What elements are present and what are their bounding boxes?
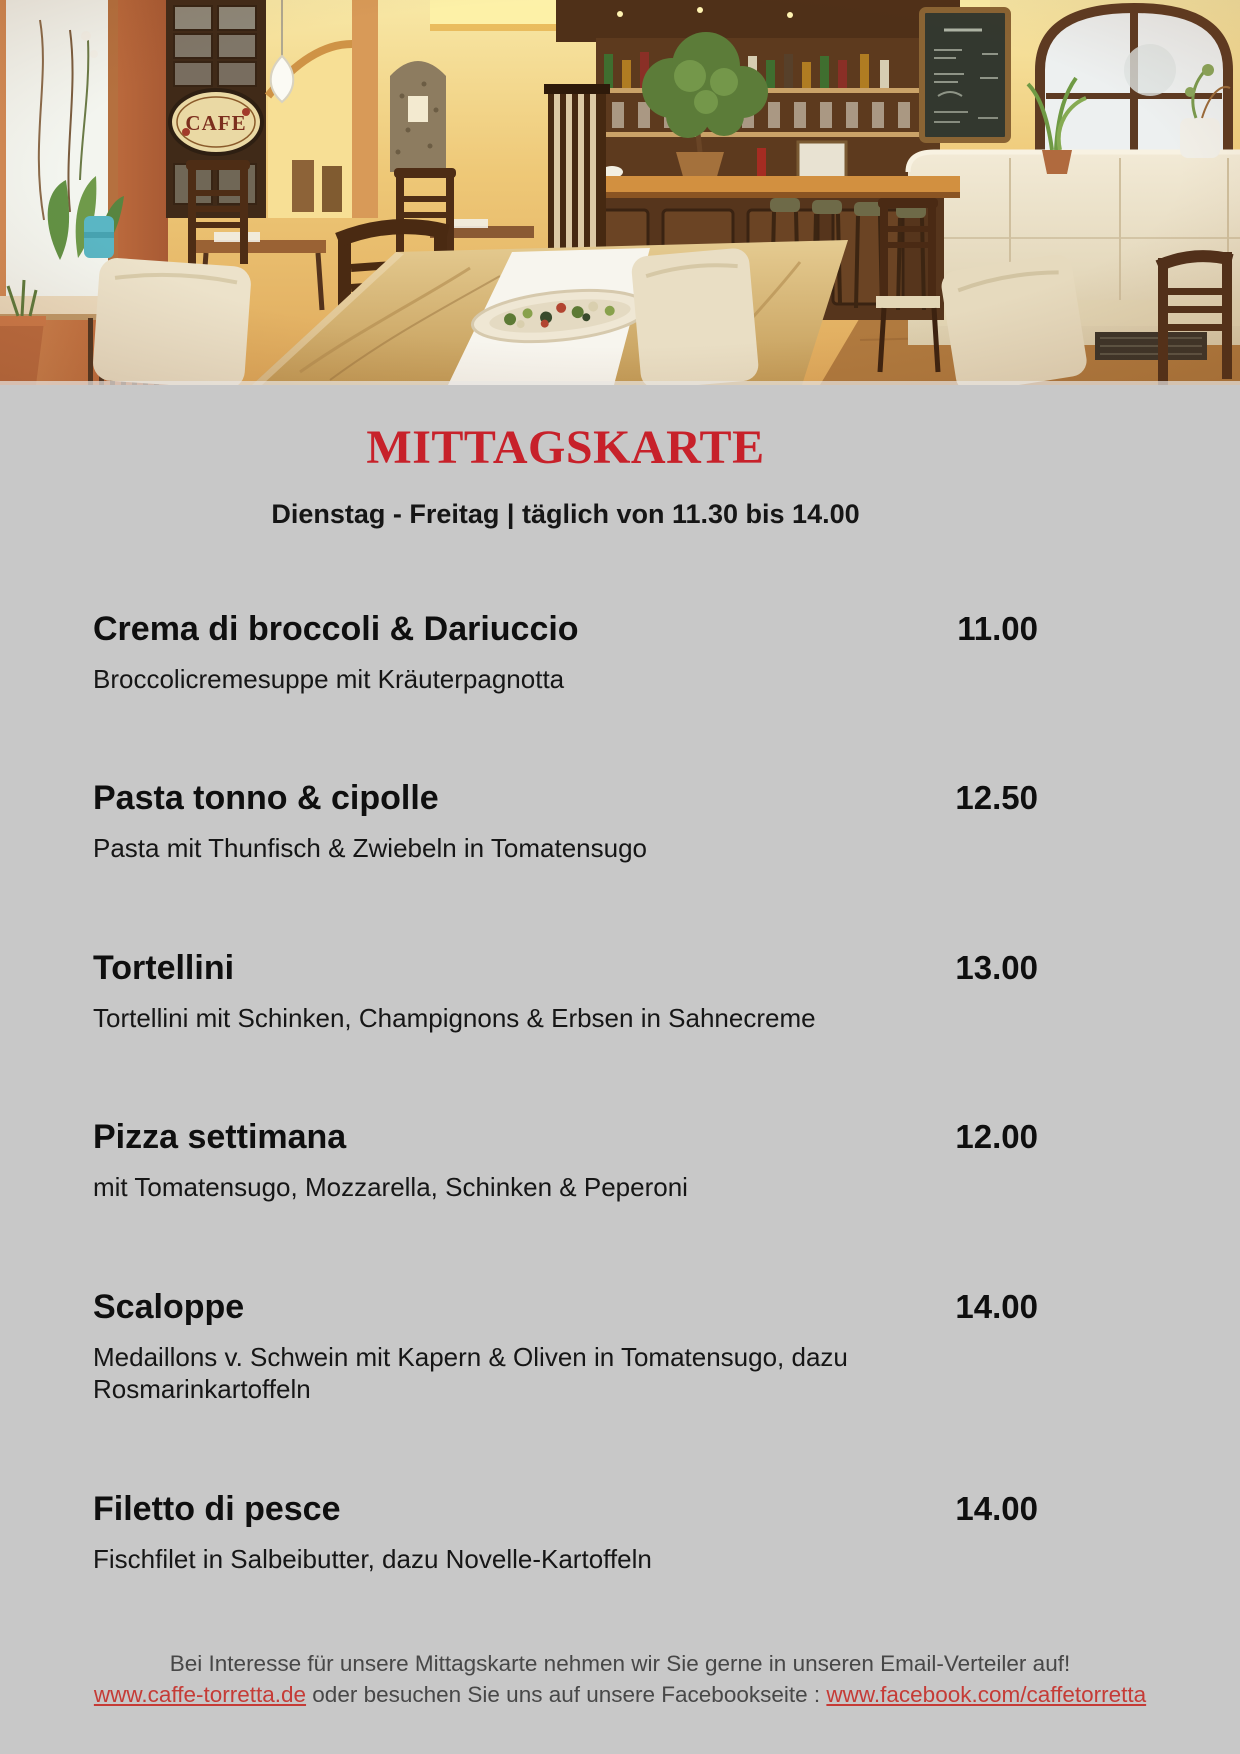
restaurant-photo — [0, 0, 1240, 385]
dish-description: Broccolicremesuppe mit Kräuterpagnotta — [93, 663, 565, 694]
dish-name: Pasta tonno & cipolle — [93, 779, 439, 818]
footer-line1: Bei Interesse für unsere Mittagskarte nehmen wir Sie gerne in unseren Email-Verteiler auf! — [169, 1651, 1071, 1676]
menu-item — [93, 1118, 1038, 1204]
dish-name: Pizza settimana — [93, 1118, 347, 1157]
dish-name: Filetto di pesce — [93, 1489, 341, 1528]
footer — [0, 1648, 1240, 1710]
menu-item — [93, 1288, 1038, 1406]
footer-line2-text: oder besuchen Sie uns auf unsere Facebookseite : — [306, 1682, 827, 1707]
menu-item-row — [93, 1288, 1038, 1327]
website-link[interactable]: www.caffe-torretta.de — [93, 1682, 307, 1707]
opening-hours-subtitle: Dienstag - Freitag | täglich von 11.30 bis 14.00 — [271, 498, 860, 529]
page-title: MITTAGSKARTE — [366, 421, 765, 474]
menu-item-row — [93, 1118, 1038, 1157]
dish-price: 12.50 — [955, 779, 1038, 817]
menu-item-row — [93, 1490, 1038, 1529]
menu-item-row — [93, 610, 1038, 649]
vignette-overlay — [0, 0, 1240, 385]
dish-price: 14.00 — [955, 1489, 1038, 1527]
restaurant-interior-illustration — [0, 0, 1240, 385]
dish-price: 13.00 — [955, 948, 1038, 986]
dish-name: Crema di broccoli & Dariuccio — [93, 609, 579, 648]
dish-price: 14.00 — [955, 1287, 1038, 1325]
dish-description: Fischfilet in Salbeibutter, dazu Novelle-Kartoffeln — [93, 1543, 652, 1574]
menu-content — [0, 421, 1240, 1575]
dish-description: Pasta mit Thunfisch & Zwiebeln in Tomatensugo — [93, 833, 647, 864]
dish-description: mit Tomatensugo, Mozzarella, Schinken & Peperoni — [93, 1172, 688, 1203]
menu-item — [93, 779, 1038, 865]
menu-item-row — [93, 779, 1038, 818]
dish-description: Tortellini mit Schinken, Champignons & Erbsen in Sahnecreme — [93, 1002, 816, 1033]
dish-name: Tortellini — [93, 948, 235, 987]
dish-price: 12.00 — [955, 1118, 1038, 1156]
menu-item-row — [93, 949, 1038, 988]
menu-item — [93, 1490, 1038, 1576]
dish-description: Medaillons v. Schwein mit Kapern & Oliven in Tomatensugo, dazu Rosmarinkartoffeln — [93, 1341, 848, 1405]
footer-line2 — [0, 1679, 1240, 1710]
menu-list — [93, 610, 1038, 1576]
dish-price: 11.00 — [957, 609, 1038, 647]
dish-name: Scaloppe — [93, 1287, 245, 1326]
facebook-link[interactable]: www.facebook.com/caffetorretta — [826, 1682, 1147, 1707]
menu-item — [93, 949, 1038, 1035]
menu-item — [93, 610, 1038, 696]
